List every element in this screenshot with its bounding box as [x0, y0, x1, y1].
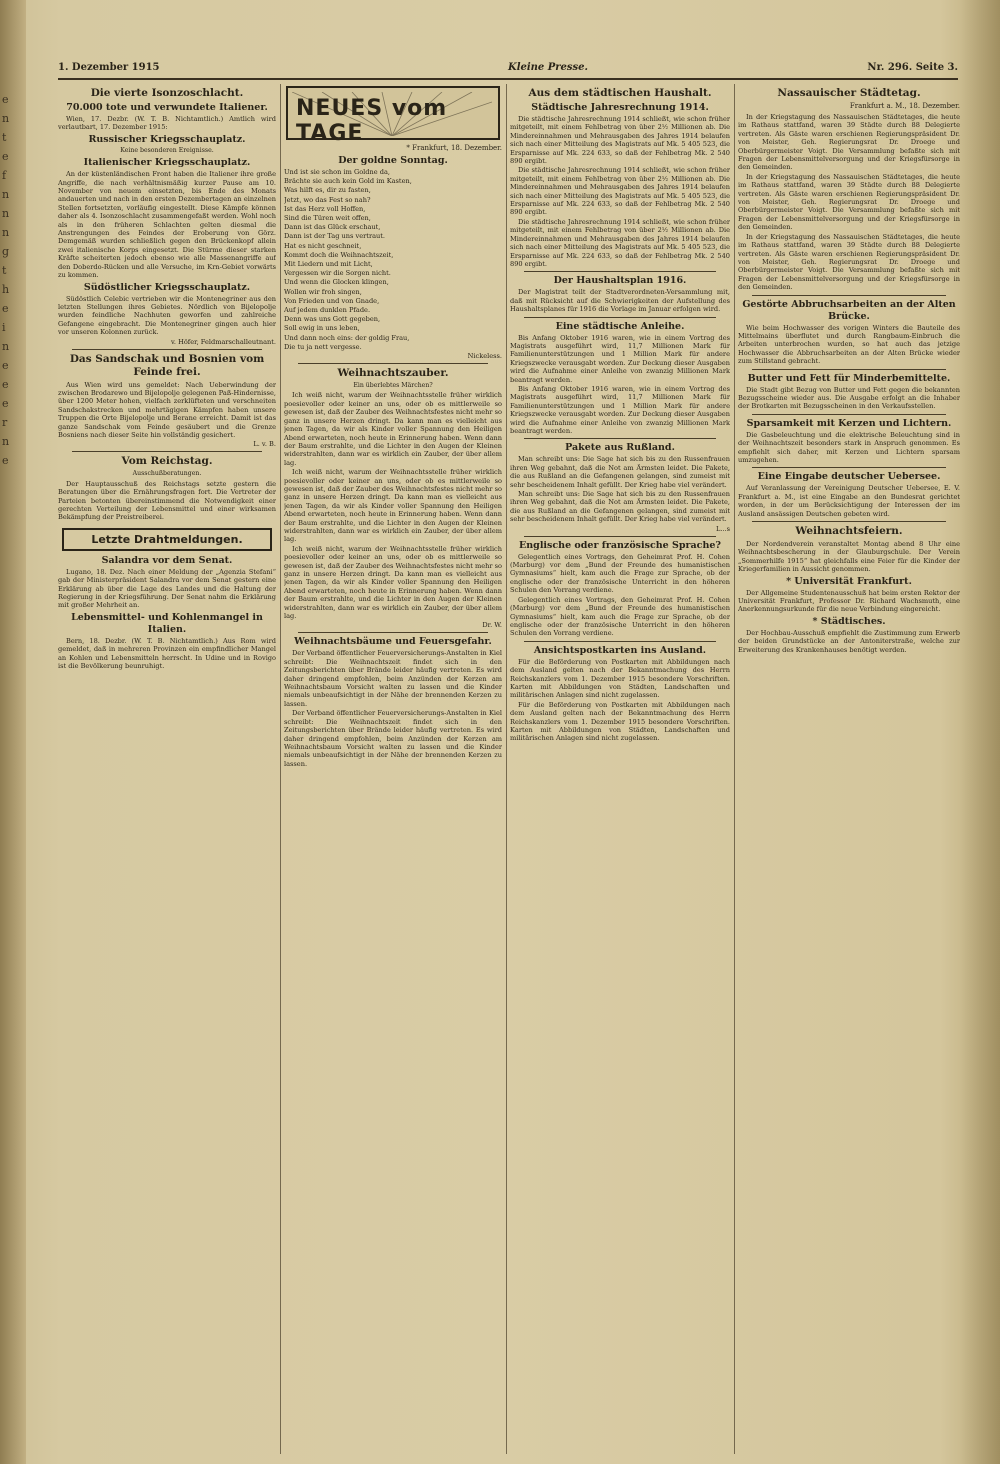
article-text: In der Kriegstagung des Nassauischen Städtetages, die heute im Rathaus stattfand, waren 39 Städte durch 88 Delegierte vertreten. Als Gäste waren erschienen Regierungspräsident Dr. von Meister, Geh. Regierungsrat Dr. Droege und Oberbürgermeister Voigt. Die Versammlung befaßte sich mit Fragen der Lebensmittelversorgung und der Kriegsfürsorge in den Gemeinden. — [738, 113, 960, 172]
article-text: Die städtische Jahresrechnung 1914 schließt, wie schon früher mitgeteilt, mit einem Fehlbetrag von über 2½ Millionen ab. Die Mindereinnahmen und Mehrausgaben des Jahres 1914 belaufen sich nach einer Mitteilung des Magistrats auf Mk. 5 405 523, die Ersparnisse auf Mk. 224 633, so daß der Fehlbetrag Mk. 2 540 890 ergibt. — [510, 217, 730, 268]
edge-letter: f — [2, 169, 7, 182]
article-text: Ich weiß nicht, warum der Weihnachtsstelle früher wirklich poesievoller oder keiner an uns, oder ob es mittlerweile so gewesen ist, daß der Zauber des Weihnachtsfestes nicht mehr so ganz in unsere Herzen dringt. Da kann man es vielleicht aus jenen Tagen, da wir als Kinder voller Spannung den Heiligen Abend erwarteten, noch heute in Erinnerung haben. Wenn dann der Baum erstrahlte, und die Lichter in den Augen der Kleinen widerstrahlten, dann war es wirklich ein Zauber, der über allem lag. — [284, 391, 502, 467]
separator — [72, 349, 262, 350]
poem-line: Vergessen wir die Sorgen nicht. — [284, 269, 391, 278]
article-signature: Dr. W. — [482, 621, 502, 630]
article-subtitle: Ausschußberatungen. — [132, 470, 202, 478]
article-text: Für die Beförderung von Postkarten mit Abbildungen nach dem Ausland gelten nach der Bekanntmachung des Herrn Reichskanzlers vom 1. Dezember 1915 besondere Vorschriften. Karten mit Abbildungen von Städten, Landschaften und militärischen Anlagen sind nicht zugelassen. — [510, 657, 730, 700]
article-text: Der Hauptausschuß des Reichstags setzte gestern die Beratungen über die Ernährungsfragen fort. Die Vertreter der Parteien betonten übereinstimmend die Notwendigkeit einer gerechten Verteilung der Lebensmittel und einer wirksamen Bekämpfung der Preistreiberei. — [58, 479, 276, 522]
poem-line: Was hilft es, dir zu fasten, — [284, 186, 371, 195]
article-title: Englische oder französische Sprache? — [519, 539, 721, 551]
article-text: Bis Anfang Oktober 1916 waren, wie in einem Vortrag des Magistrats ausgeführt wird, 11,7 Millionen Mark für Familienunterstützungen und 1 Million Mark für andere Kriegszwecke verausgabt worden. Zur Deckung dieser Ausgaben wird die Aufnahme einer Anleihe von zwanzig Millionen Mark beantragt werden. — [510, 384, 730, 435]
column-4 — [738, 84, 960, 1456]
poem-line: Soll ewig in uns leben, — [284, 324, 360, 333]
poem-line: Sind die Türen weit offen, — [284, 214, 371, 223]
separator — [752, 369, 946, 370]
article-title: Salandra vor dem Senat. — [101, 554, 233, 566]
article-title: Nassauischer Städtetag. — [777, 87, 921, 99]
latest-news-box: Letzte Drahtmeldungen. — [62, 528, 272, 551]
separator — [524, 536, 716, 537]
edge-letter: g — [2, 245, 10, 258]
article-text: Der Nordendverein veranstaltet Montag abend 8 Uhr eine Weihnachtsbescherung in der Glauburgschule. Der Verein „Sommerhilfe 1915“ hat gleichfalls eine Feier für die Kinder der Kriegerfamilien in Aussicht genommen. — [738, 540, 960, 574]
separator — [524, 271, 716, 272]
poem-line: Brächte sie auch kein Gold im Kasten, — [284, 177, 412, 186]
article-text: Die Stadt gibt Bezug von Butter und Fett gegen die bekannten Bezugsscheine wieder aus. Die Ausgabe erfolgt an die Inhaber der Brotkarten mit Bezugsscheinen in den Verkaufsstellen. — [738, 385, 960, 411]
poem-line: Von Frieden und von Gnade, — [284, 296, 380, 305]
edge-letter: e — [2, 93, 9, 106]
article-title: Eine städtische Anleihe. — [555, 320, 685, 332]
article-text: Ich weiß nicht, warum der Weihnachtsstelle früher wirklich poesievoller oder keiner an uns, oder ob es mittlerweile so gewesen ist, daß der Zauber des Weihnachtsfestes nicht mehr so ganz in unsere Herzen dringt. Da kann man es vielleicht aus jenen Tagen, da wir als Kinder voller Spannung den Heiligen Abend erwarteten, noch heute in Erinnerung haben. Wenn dann der Baum erstrahlte, und die Lichter in den Augen der Kleinen widerstrahlten, dann war es wirklich ein Zauber, der über allem lag. — [284, 468, 502, 544]
article-title: Sparsamkeit mit Kerzen und Lichtern. — [746, 417, 952, 429]
article-text: Der Magistrat teilt der Stadtverordneten-Versammlung mit, daß mit Rücksicht auf die Schwierigkeiten der Aufstellung des Haushaltsplanes für 1916 die Vorlage im Januar erfolgen wird. — [510, 288, 730, 314]
edge-letter: e — [2, 454, 9, 467]
edge-letter: e — [2, 359, 9, 372]
article-title: Die vierte Isonzoschlacht. — [90, 87, 244, 99]
poem-line: Und dann noch eins: der goldig Frau, — [284, 333, 410, 342]
article-subtitle: Städtische Jahresrechnung 1914. — [531, 102, 709, 113]
separator — [524, 438, 716, 439]
poem-line: Die tu ja nett vergesse. — [284, 342, 362, 351]
article-text: Lugano, 18. Dez. Nach einer Meldung der „Agenzia Stefani“ gab der Ministerpräsident Salandra vor dem Senat gestern eine Erklärung ab über die Lage des Landes und die Haltung der Regierung in der Kriegsführung. Der Senat nahm die Erklärung mit großer Mehrheit an. — [58, 567, 276, 610]
edge-letter: h — [2, 283, 10, 296]
article-signature: L. v. B. — [253, 440, 276, 449]
article-title: Aus dem städtischen Haushalt. — [528, 87, 712, 99]
poem-line: Auf jedem dunklen Pfade. — [284, 306, 371, 315]
separator — [752, 414, 946, 415]
separator — [72, 451, 262, 452]
article-title: * Städtisches. — [812, 615, 886, 627]
article-title: Russischer Kriegsschauplatz. — [88, 133, 246, 145]
article-text: Aus Wien wird uns gemeldet: Nach Ueberwindung der zwischen Brodarewo und Bijelopolje gelegenen Paß-Hindernisse, über 1200 Meter hohen, vielfach zerklüfteten und verschneiten Sandschakstrecken und mehrtägigen Kämpfen haben unsere Truppen die Orte Bijelopolje und Berane erreicht. Damit ist das ganze Sandschak vom Feinde gesäubert und die Grenze Bosniens nach dieser Seite hin vollständig gesichert. — [58, 380, 276, 439]
article-text: Wien, 17. Dezbr. (W. T. B. Nichtamtlich.) Amtlich wird verlautbart, 17. Dezember 1915: — [58, 115, 276, 132]
poem-signature: Nickeless. — [467, 352, 502, 361]
edge-letter: e — [2, 378, 9, 391]
article-subtitle: 70.000 tote und verwundete Italiener. — [66, 102, 268, 113]
section-masthead — [286, 86, 500, 146]
header-date: 1. Dezember 1915 — [58, 62, 160, 73]
edge-letter: e — [2, 302, 9, 315]
article-text: Südöstlich Celebic vertrieben wir die Montenegriner aus den letzten Stellungen ihres Gebietes. Nördlich von Bijelopolje wurden feindliche Nachhuten geworfen und zahlreiche Gefangene eingebracht. Die Montenegriner gingen auch hier vor unseren Kolonnen zurück. — [58, 294, 276, 337]
edge-letter: t — [2, 131, 7, 144]
poem — [284, 168, 502, 351]
edge-letter: e — [2, 150, 9, 163]
poem-line: Dann ist das Glück erschaut, — [284, 223, 381, 232]
article-title: Pakete aus Rußland. — [565, 442, 675, 454]
article-signature: L...s — [715, 524, 730, 533]
article-text: Gelegentlich eines Vortrags, den Geheimrat Prof. H. Cohen (Marburg) vor dem „Bund der Freunde des humanistischen Gymnasiums“ hielt, kam auch die Frage zur Sprache, ob der englische oder der französische Unterricht in den höheren Schulen den Vorrang verdiene. — [510, 552, 730, 595]
column-1 — [58, 84, 276, 1456]
article-text: Man schreibt uns: Die Sage hat sich bis zu den Russenfrauen ihren Weg gebahnt, daß die Not am Ärmsten leidet. Die Pakete, die aus Rußland an die Gefangenen gelangen, sind zumeist mit sehr bescheidenem Inhalt gefüllt. Der Krieg habe viel verändert. — [510, 490, 730, 524]
article-text: Auf Veranlassung der Vereinigung Deutscher Uebersee, E. V. Frankfurt a. M., ist eine Eingabe an den Bundesrat gerichtet worden, in der um Berücksichtigung der Interessen der im Ausland ansässigen Deutschen gebeten wird. — [738, 484, 960, 518]
edge-letter: t — [2, 264, 7, 277]
article-title: * Universität Frankfurt. — [786, 575, 912, 587]
article-text: Gelegentlich eines Vortrags, den Geheimrat Prof. H. Cohen (Marburg) vor dem „Bund der Freunde des humanistischen Gymnasiums“ hielt, kam auch die Frage zur Sprache, ob der englische oder der französische Unterricht in den höheren Schulen den Vorrang verdiene. — [510, 595, 730, 638]
article-text: Der Hochbau-Ausschuß empfiehlt die Zustimmung zum Erwerb der beiden Grundstücke an der Antoniterstraße, welche zur Erweiterung des Krankenhauses benötigt werden. — [738, 628, 960, 654]
poem-line: Wollen wir froh singen, — [284, 287, 362, 296]
article-text: Die städtische Jahresrechnung 1914 schließt, wie schon früher mitgeteilt, mit einem Fehlbetrag von über 2½ Millionen ab. Die Mindereinnahmen und Mehrausgaben des Jahres 1914 belaufen sich nach einer Mitteilung des Magistrats auf Mk. 5 405 523, die Ersparnisse auf Mk. 224 633, so daß der Fehlbetrag Mk. 2 540 890 ergibt. — [510, 115, 730, 166]
article-title: Weihnachtsbäume und Feuersgefahr. — [294, 636, 492, 648]
edge-letter: n — [2, 435, 10, 448]
separator — [524, 641, 716, 642]
page-header — [58, 58, 958, 78]
article-text: Die städtische Jahresrechnung 1914 schließt, wie schon früher mitgeteilt, mit einem Fehlbetrag von über 2½ Millionen ab. Die Mindereinnahmen und Mehrausgaben des Jahres 1914 belaufen sich nach einer Mitteilung des Magistrats auf Mk. 5 405 523, die Ersparnisse auf Mk. 224 633, so daß der Fehlbetrag Mk. 2 540 890 ergibt. — [510, 166, 730, 217]
article-title: Gestörte Abbruchsarbeiten an der Alten Brücke. — [742, 298, 956, 322]
poem-line: Denn was uns Gott gegeben, — [284, 315, 381, 324]
previous-page-edge — [2, 90, 22, 470]
separator — [752, 467, 946, 468]
poem-line: Hat es nicht geschneit, — [284, 241, 362, 250]
article-title: Eine Eingabe deutscher Uebersee. — [757, 471, 941, 483]
edge-letter: n — [2, 226, 10, 239]
article-text: Bis Anfang Oktober 1916 waren, wie in einem Vortrag des Magistrats ausgeführt wird, 11,7 Millionen Mark für Familienunterstützungen und 1 Million Mark für andere Kriegszwecke verausgabt worden. Zur Deckung dieser Ausgaben wird die Aufnahme einer Anleihe von zwanzig Millionen Mark beantragt werden. — [510, 333, 730, 384]
article-text: In der Kriegstagung des Nassauischen Städtetages, die heute im Rathaus stattfand, waren 39 Städte durch 88 Delegierte vertreten. Als Gäste waren erschienen Regierungspräsident Dr. von Meister, Geh. Regierungsrat Dr. Droege und Oberbürgermeister Voigt. Die Versammlung befaßte sich mit Fragen der Lebensmittelversorgung und der Kriegsfürsorge in den Gemeinden. — [738, 232, 960, 292]
column-divider — [280, 84, 281, 1454]
column-divider — [734, 84, 735, 1454]
article-title: Butter und Fett für Minderbemittelte. — [747, 372, 951, 384]
article-title: Südöstlicher Kriegsschauplatz. — [83, 281, 251, 293]
edge-letter: n — [2, 112, 10, 125]
article-title: Ansichtspostkarten ins Ausland. — [533, 644, 707, 656]
separator — [298, 363, 488, 364]
masthead-title: NEUES vom TAGE — [296, 96, 448, 146]
article-subtitle: Ein überlebtes Märchen? — [353, 382, 433, 390]
header-paper-name: Kleine Presse. — [508, 62, 589, 73]
article-title: Weihnachtszauber. — [337, 367, 449, 380]
edge-letter: n — [2, 340, 10, 353]
article-text: Der Verband öffentlicher Feuerversicherungs-Anstalten in Kiel schreibt: Die Weihnachtszeit findet sich in den Zeitungsberichten über Brände leider häufig vertreten. Es wird daher dringend empfohlen, beim Anzünden der Kerzen am Weihnachtsbaum Vorsicht walten zu lassen und die Kinder niemals unbeaufsichtigt in der Nähe der brennenden Kerzen zu lassen. — [284, 709, 502, 768]
article-signature: v. Höfer, Feldmarschalleutnant. — [170, 337, 276, 346]
article-title: Lebensmittel- und Kohlenmangel in Italien. — [71, 611, 263, 635]
article-title: Der goldne Sonntag. — [338, 155, 448, 166]
column-3 — [510, 84, 730, 1456]
edge-letter: n — [2, 207, 10, 220]
separator — [524, 317, 716, 318]
edge-letter: i — [2, 321, 6, 334]
header-rule — [58, 78, 958, 80]
poem-line: Jetzt, wo das Fest so nah? — [284, 195, 371, 204]
poem-line: Mit Liedern und mit Licht, — [284, 260, 373, 269]
header-issue: Nr. 296. Seite 3. — [867, 62, 958, 73]
column-2 — [284, 84, 502, 1456]
article-title: Vom Reichstag. — [121, 455, 213, 468]
edge-letter: n — [2, 188, 10, 201]
poem-line: Dann ist der Tag uns vertraut. — [284, 232, 386, 241]
article-title: Das Sandschak und Bosnien vom Feinde frei. — [69, 352, 265, 378]
article-text: An der küstenländischen Front haben die Italiener ihre große Angriffe, die nach verhältnismäßig kurzer Pause am 10. November von neuem einsetzten, bis Ende des Monats andauerten und nach in den ersten Dezembertagen an einzelnen Stellen fortsetzten, vorläufig eingestellt. Diese Kämpfe können daher als 4. Isonzoschlacht zusammengefaßt werden. Wohl noch als in den früheren Schlachten gelten diesmal die Anstrengungen des Feindes der Eroberung von Görz. Demgemäß wurden schließlich gegen den Brückenkopf allein zwei italienische Korps eingesetzt. Die Stürme dieser starken Kräfte scheiterten jedoch ebenso wie alle Massenangriffe auf den Doberdo-Rücken und alle Versuche, im Krn-Gebiet vorwärts zu kommen. — [58, 170, 276, 280]
separator — [298, 632, 488, 633]
article-text: Für die Beförderung von Postkarten mit Abbildungen nach dem Ausland gelten nach der Bekanntmachung des Herrn Reichskanzlers vom 1. Dezember 1915 besondere Vorschriften. Karten mit Abbildungen von Städten, Landschaften und militärischen Anlagen sind nicht zugelassen. — [510, 700, 730, 743]
poem-line: Und ist sie schon im Goldne da, — [284, 168, 391, 176]
article-text: Keine besonderen Ereignisse. — [120, 146, 214, 154]
edge-letter: r — [2, 416, 8, 429]
article-text: Der Allgemeine Studentenausschuß hat beim ersten Rektor der Universität Frankfurt, Professor Dr. Richard Wachsmuth, eine Anerkennungsurkunde für die neue Verbindung eingereicht. — [738, 588, 960, 614]
poem-line: Kommt doch die Weihnachtszeit, — [284, 250, 394, 259]
article-text: Bern, 18. Dezbr. (W. T. B. Nichtamtlich.) Aus Rom wird gemeldet, daß in mehreren Provinzen ein empfindlicher Mangel an Kohlen und Lebensmitteln herrscht. In Udine und in Rovigo ist die Bevölkerung beunruhigt. — [58, 636, 276, 671]
column-divider — [506, 84, 507, 1454]
article-text: Ich weiß nicht, warum der Weihnachtsstelle früher wirklich poesievoller oder keiner an uns, oder ob es mittlerweile so gewesen ist, daß der Zauber des Weihnachtsfestes nicht mehr so ganz in unsere Herzen dringt. Da kann man es vielleicht aus jenen Tagen, da wir als Kinder voller Spannung den Heiligen Abend erwarteten, noch heute in Erinnerung haben. Wenn dann der Baum erstrahlte, und die Lichter in den Augen der Kleinen widerstrahlten, dann war es wirklich ein Zauber, der über allem lag. — [284, 544, 502, 621]
dateline: * Frankfurt, 18. Dezember. — [406, 144, 502, 152]
poem-line: Ist das Herz voll Hoffen, — [284, 204, 366, 213]
article-text: Wie beim Hochwasser des vorigen Winters die Bauteile des Mittelmains überflutet und durch Rangbaum-Einbruch die Arbeiten unterbrochen wurden, so hat auch das jetzige Hochwasser die Abbruchsarbeiten an der Alten Brücke wieder zum Stillstand gebracht. — [738, 323, 960, 366]
article-title: Der Haushaltsplan 1916. — [553, 275, 687, 287]
poem-line: Und wenn die Glocken klingen, — [284, 278, 389, 287]
article-title: Italienischer Kriegsschauplatz. — [83, 157, 251, 169]
article-text: In der Kriegstagung des Nassauischen Städtetages, die heute im Rathaus stattfand, waren 39 Städte durch 88 Delegierte vertreten. Als Gäste waren erschienen Regierungspräsident Dr. von Meister, Geh. Regierungsrat Dr. Droege und Oberbürgermeister Voigt. Die Versammlung befaßte sich mit Fragen der Lebensmittelversorgung und der Kriegsfürsorge in den Gemeinden. — [738, 172, 960, 232]
article-title: Weihnachtsfeiern. — [795, 525, 903, 538]
dateline: Frankfurt a. M., 18. Dezember. — [849, 102, 960, 110]
article-text: Man schreibt uns: Die Sage hat sich bis zu den Russenfrauen ihren Weg gebahnt, daß die Not am Ärmsten leidet. Die Pakete, die aus Rußland an die Gefangenen gelangen, sind zumeist mit sehr bescheidenem Inhalt gefüllt. Der Krieg habe viel verändert. — [510, 455, 730, 489]
separator — [752, 295, 946, 296]
article-text: Der Verband öffentlicher Feuerversicherungs-Anstalten in Kiel schreibt: Die Weihnachtszeit findet sich in den Zeitungsberichten über Brände leider häufig vertreten. Es wird daher dringend empfohlen, beim Anzünden der Kerzen am Weihnachtsbaum Vorsicht walten zu lassen und die Kinder niemals unbeaufsichtigt in der Nähe der brennenden Kerzen zu lassen. — [284, 649, 502, 708]
page-right-shadow — [960, 0, 1000, 1464]
article-text: Die Gasbeleuchtung und die elektrische Beleuchtung sind in der Weihnachtszeit besonders stark in Anspruch genommen. Es empfiehlt sich daher, mit Kerzen und Lichtern sparsam umzugehen. — [738, 430, 960, 464]
edge-letter: e — [2, 397, 9, 410]
separator — [752, 521, 946, 522]
